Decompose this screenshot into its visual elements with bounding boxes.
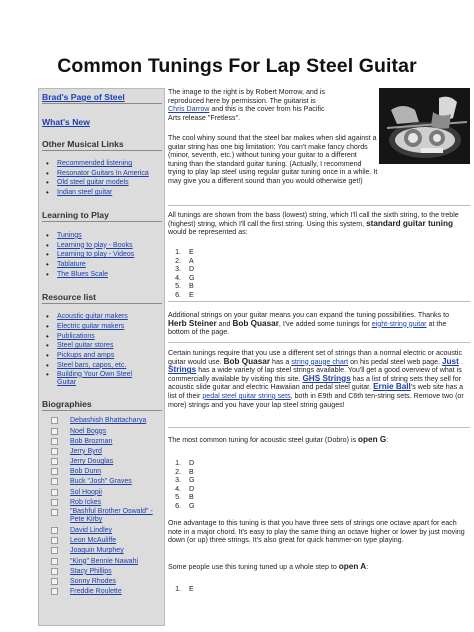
string-note: 3. G <box>183 476 268 485</box>
link-pickups-amps[interactable]: • Pickups and amps <box>57 351 164 361</box>
link-steel-bars-capos[interactable]: • Steel bars, capos, etc. <box>57 361 164 371</box>
open-a-intro: Some people use this tuning tuned up a whole step to open A: <box>168 562 369 571</box>
bio-item[interactable]: Debashish Bhattacharya <box>39 416 164 426</box>
link-indian-steel-guitar[interactable]: • Indian steel guitar <box>57 188 164 198</box>
string-note: 6. G <box>183 502 268 511</box>
separator <box>168 427 470 428</box>
brads-page-link[interactable]: Brad's Page of Steel <box>42 92 125 102</box>
bio-item[interactable]: Sol Hoopii <box>39 488 164 498</box>
string-note: 2. B <box>183 468 268 477</box>
link-electric-makers[interactable]: • Electric guitar makers <box>57 322 164 332</box>
sidebar-whats-new[interactable]: What's New <box>42 117 90 127</box>
bio-thumbnail <box>51 448 58 455</box>
bio-thumbnail <box>51 568 58 575</box>
bio-thumbnail <box>51 527 58 534</box>
just-strings-link[interactable]: Just Strings <box>168 356 459 375</box>
resources-list <box>39 312 164 387</box>
sidebar <box>38 88 165 626</box>
string-note: 5. B <box>183 493 268 502</box>
bio-item[interactable]: "Bashful Brother Oswald" - Pete Kirby <box>39 508 164 526</box>
standard-tuning-list <box>168 248 268 300</box>
bio-item[interactable]: Jerry Byrd <box>39 447 164 457</box>
link-tablature[interactable]: • Tablature <box>57 260 164 270</box>
link-publications[interactable]: • Publications <box>57 332 164 342</box>
link-recommended-listening[interactable]: • Recommended listening <box>57 159 164 169</box>
string-note: 4. D <box>183 485 268 494</box>
bio-item[interactable]: Jerry Douglas <box>39 457 164 467</box>
bio-thumbnail <box>51 588 58 595</box>
page-title: Common Tunings For Lap Steel Guitar <box>57 55 417 77</box>
sidebar-heading-other-links: Other Musical Links <box>42 139 162 151</box>
bio-thumbnail <box>51 499 58 506</box>
string-gauge-link[interactable]: string gauge chart <box>291 357 349 366</box>
bio-thumbnail <box>51 428 58 435</box>
bio-item[interactable]: Noel Boggs <box>39 427 164 437</box>
bio-thumbnail <box>51 489 58 496</box>
link-resonator-guitars[interactable]: • Resonator Guitars In America <box>57 169 164 179</box>
bio-item[interactable]: David Lindley <box>39 526 164 536</box>
ghs-strings-link[interactable]: GHS Strings <box>302 373 351 383</box>
bio-item[interactable]: Leon McAuliffe <box>39 536 164 546</box>
separator <box>168 301 470 302</box>
bio-thumbnail <box>51 458 58 465</box>
whiny-paragraph: The cool whiny sound that the steel bar makes when slid against a guitar string has one big limitation: You can't make fancy chords (minor, seventh, etc.) without tuning your guitar to a different tuning than the standard guitar tuning. (Actually, I recommend trying to play lap steel using regular guitar tuning once in a while. It may give you a different sound than you would otherwise get!) <box>168 134 378 185</box>
biographies-list <box>39 416 164 597</box>
string-note: 6. E <box>183 291 268 300</box>
bio-item[interactable]: Bob Brozman <box>39 437 164 447</box>
sidebar-heading-resources: Resource list <box>42 292 162 304</box>
string-note: 2. A <box>183 257 268 266</box>
link-steel-guitar-stores[interactable]: • Steel guitar stores <box>57 341 164 351</box>
bio-thumbnail <box>51 558 58 565</box>
open-g-list <box>168 459 268 511</box>
ernie-ball-link[interactable]: Ernie Ball <box>373 382 411 392</box>
guitarist-photo <box>379 88 470 164</box>
link-acoustic-makers[interactable]: • Acoustic guitar makers <box>57 312 164 322</box>
chris-darrow-link[interactable]: Chris Darrow <box>168 105 210 114</box>
separator <box>168 342 470 343</box>
bio-item[interactable]: Joaquin Murphey <box>39 546 164 556</box>
link-old-steel-guitar-models[interactable]: • Old steel guitar models <box>57 178 164 188</box>
bio-item[interactable]: Sonny Rhodes <box>39 577 164 587</box>
string-note: 1. E <box>183 248 268 257</box>
open-g-intro: The most common tuning for acoustic steel guitar (Dobro) is open G: <box>168 435 389 444</box>
tunings-paragraph: All tunings are shown from the bass (lowest) string, which I'll call the sixth string, to the treble (highest) string, which I'll call the first string. Using this system, standard guitar tuning would be represented as: <box>168 211 459 237</box>
bio-thumbnail <box>51 547 58 554</box>
string-note: 5. B <box>183 282 268 291</box>
bio-thumbnail <box>51 478 58 485</box>
additional-strings-paragraph: Additional strings on your guitar means you can expand the tuning possibilities. Thanks to Herb Steiner and Bob Quasar, I've added some tunings for eight-string guitar at the bottom of the page. <box>168 311 450 337</box>
sidebar-heading-learning: Learning to Play <box>42 210 162 222</box>
bio-item[interactable]: Freddie Roulette <box>39 587 164 597</box>
string-note: 3. D <box>183 265 268 274</box>
intro-paragraph: The image to the right is by Robert Morrow, and is reproduced here by permission. The guitarist is Chris Darrow and this is the cover from his Pacific Arts release "Fretless". <box>168 88 325 122</box>
bio-thumbnail <box>51 537 58 544</box>
pedal-steel-sets-link[interactable]: pedal steel guitar string sets <box>202 391 291 400</box>
link-building-own[interactable]: • Building Your Own Steel Guitar <box>57 371 137 388</box>
bio-item[interactable]: Stacy Phillips <box>39 567 164 577</box>
bio-item[interactable]: Buck "Josh" Graves <box>39 477 164 487</box>
bio-item[interactable]: "King" Bennie Nawahi <box>39 557 164 567</box>
guitarist-illustration <box>379 88 470 164</box>
learning-list <box>39 231 164 280</box>
bio-thumbnail <box>51 468 58 475</box>
open-g-advantage-paragraph: One advantage to this tuning is that you have three sets of strings one octave apart for each note in a major chord. It's easy to play the same thing an octave higher or lower by just moving down (or up) three strings. It's also great for quick hammer-on type playing. <box>168 519 465 545</box>
bio-thumbnail <box>51 417 58 424</box>
string-note: 1. E <box>183 585 268 594</box>
link-tunings[interactable]: • Tunings <box>57 231 164 241</box>
sidebar-brads-page[interactable] <box>42 92 162 104</box>
open-a-list <box>168 585 268 594</box>
eight-string-link[interactable]: eight-string guitar <box>371 319 427 328</box>
sidebar-heading-biographies: Biographies <box>42 399 162 411</box>
link-learning-books[interactable]: • Learning to play - Books <box>57 241 164 251</box>
bio-thumbnail <box>51 438 58 445</box>
link-learning-videos[interactable]: • Learning to play - Videos <box>57 250 164 260</box>
bio-thumbnail <box>51 578 58 585</box>
bio-item[interactable]: Bob Dunn <box>39 467 164 477</box>
string-note: 4. G <box>183 274 268 283</box>
bio-item[interactable]: Rob Ickes <box>39 498 164 508</box>
separator <box>168 205 470 206</box>
other-links-list <box>39 159 164 198</box>
bio-thumbnail <box>51 509 58 516</box>
strings-sources-paragraph: Certain tunings require that you use a different set of strings than a normal electric or acoustic guitar would use. Bob Quasar has a string gauge chart on his pedal steel web page. Just Strings has a wide variety of lap steel strings available. You'll get a good overview of what is commercially available by visiting this site. GHS Strings has a list of string sets they sell for acoustic slide guitar and electric Hawaiian and pedal steel guitar. Ernie Ball's web site has a list of their pedal steel guitar string sets, both in E9th and C6th ten-string sets. Remove two (or more) strings and you have your lap steel string gauges! <box>168 349 464 409</box>
link-blues-scale[interactable]: • The Blues Scale <box>57 270 164 280</box>
string-note: 1. D <box>183 459 268 468</box>
